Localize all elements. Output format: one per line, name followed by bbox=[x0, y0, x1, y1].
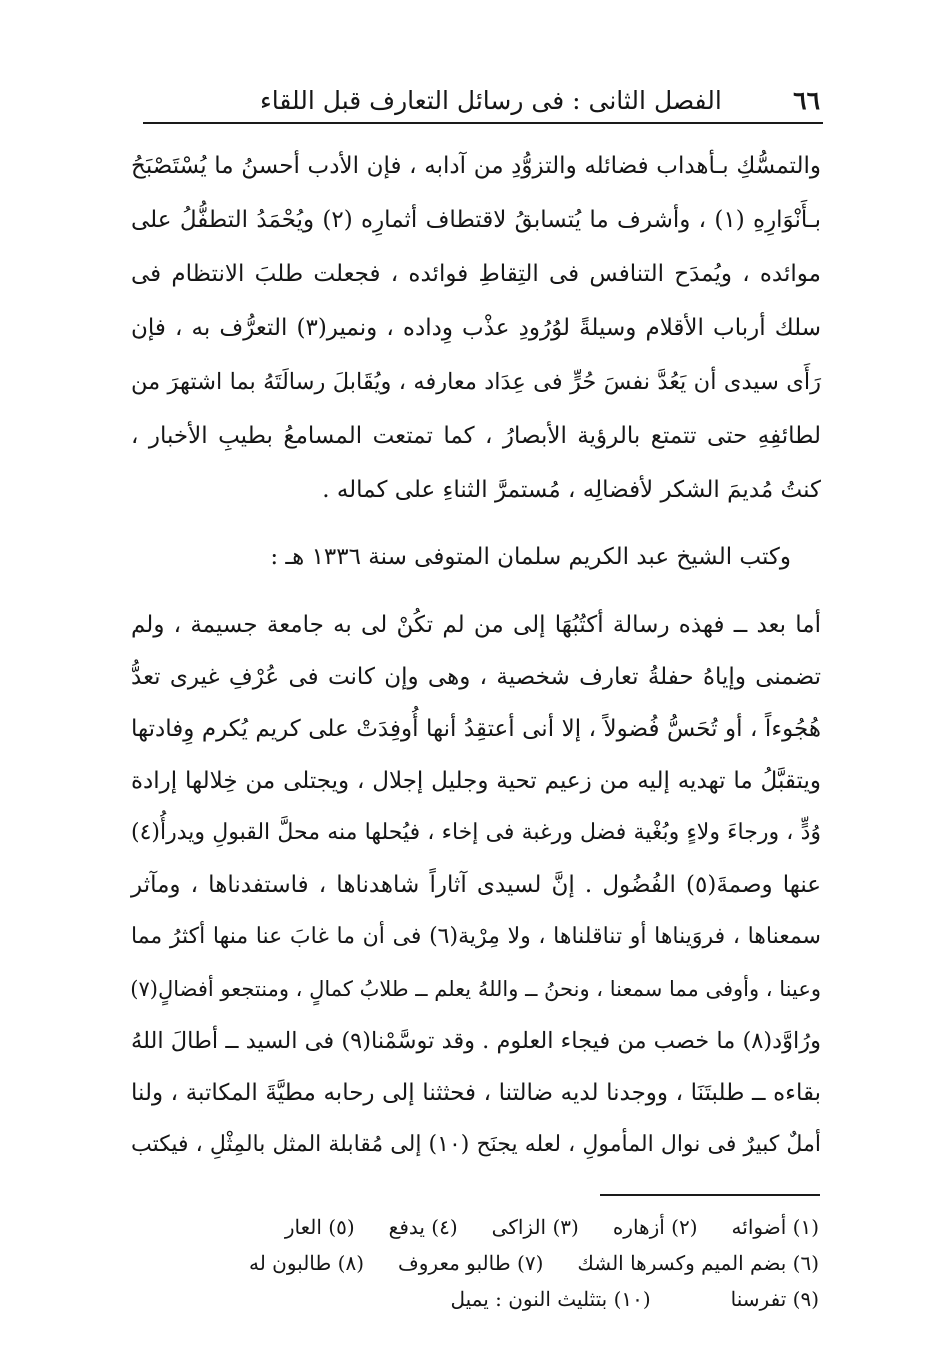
text-line: أما بعد ــ فهذه رسالة أكتُبُهَا إلى من لم تكُنْ لى به جامعة جسيمة ، ولم bbox=[131, 612, 821, 638]
text-line: سمعناها ، فروَيناها أو تناقلناها ، ولا مِرْية(٦) فى أن ما غابَ عنا منها أكثرُ مما bbox=[131, 924, 821, 949]
page-number: ٦٦ bbox=[793, 86, 820, 115]
text-line: ويتقبَّلُ ما تهديه إليه من زعيم تحية وجليل إجلال ، ويجتلى من خِلالها إرادة bbox=[131, 768, 821, 794]
footnote: (٧) طالبو معروف bbox=[398, 1251, 544, 1275]
text-line: بـأَنْوَارِهِ (١) ، وأشرف ما يُتسابقُ لاقتطاف أثمارِه (٢) ويُحْمَدُ التطفُّلُ على bbox=[131, 207, 821, 233]
text-line: لطائفِهِ حتى تتمتع بالرؤية الأبصارُ ، كما تمتعت المسامعُ بطيبِ الأخبار ، bbox=[131, 423, 821, 449]
running-header bbox=[140, 84, 820, 118]
footnote: (٦) بضم الميم وكسرها الشك bbox=[577, 1251, 819, 1275]
text-line: والتمسُّكِ بـأهداب فضائله والتزوُّدِ من آدابه ، فإن الأدب أحسنُ ما يُسْتَصْبَحُ bbox=[131, 153, 821, 179]
footnote: (١) أضوائه bbox=[731, 1215, 819, 1239]
footnote: (٥) العار bbox=[284, 1215, 355, 1239]
text-line: وُدٍّ ، ورجاءَ ولاءٍ وبُغْية فضل ورغبة فى إخاء ، فيُحلها منه محلَّ القبولِ ويدرأُ(٤) bbox=[131, 820, 821, 845]
footnote-row bbox=[285, 1212, 819, 1242]
footnote: (٩) تفرسنا bbox=[730, 1287, 819, 1311]
text-line: عنها وصمةَ(٥) الفُضُول . إنَّ لسيدى آثاراً شاهدناها ، فاستفدناها ، ومآثر bbox=[131, 872, 822, 898]
text-line: هُجُوءاً ، أو تُحَسُّ فُضولاً ، إلا أنى أعتقِدُ أنها أُوفِدَتْ على كريم يُكرم وِفادتها bbox=[131, 716, 821, 742]
header-rule bbox=[143, 122, 823, 124]
intro-line: وكتب الشيخ عبد الكريم سلمان المتوفى سنة ١٣٣٦ هـ : bbox=[270, 544, 791, 570]
text-line: كنتُ مُديمَ الشكر لأفضالِه ، مُستمرَّ الثناءِ على كماله . bbox=[322, 477, 821, 503]
text-line: سلك أرباب الأقلام وسيلةً لوُرُودِ عذْب وِداده ، ونمير(٣) التعرُّف به ، فإن bbox=[131, 315, 821, 341]
text-line: موائده ، ويُمدَح التنافس فى التِقاطِ فوائده ، فجعلت طلبَ الانتظام فى bbox=[131, 261, 821, 287]
footnote: (١٠) بتثليث النون : يميل bbox=[450, 1287, 651, 1311]
footnote: (٨) طالبون له bbox=[248, 1251, 365, 1275]
text-line: ورُاوَّد(٨) ما خصب من فيجاء العلوم . وقد توسَّمْنا(٩) فى السيد ــ أطالَ اللهُ bbox=[131, 1028, 821, 1054]
footnote-rule bbox=[600, 1194, 820, 1196]
text-line: وعينا ، وأوفى مما سمعنا ، ونحنُ ــ واللهُ يعلم ــ طلابُ كمالٍ ، ومنتجعو أفضالٍ(٧) bbox=[130, 977, 821, 1001]
text-line: تضمنى وإياهُ حفلةُ تعارف شخصية ، وهى وإن كانت فى عُرْفِ غيرى تعدُّ bbox=[131, 664, 821, 690]
footnote-row bbox=[450, 1284, 819, 1314]
chapter-title: الفصل الثانى : فى رسائل التعارف قبل اللقاء bbox=[260, 86, 722, 115]
footnote-row bbox=[249, 1248, 819, 1278]
footnote: (٣) الزاكى bbox=[491, 1215, 579, 1239]
text-line: بقاءه ــ طلبتَنَا ، ووجدنا لديه ضالتنا ، فحثثنا إلى رحابه مطيَّةَ المكاتبة ، ولنا bbox=[131, 1080, 821, 1106]
text-line: رَأَى سيدى أن يَعُدَّ نفسَ حُرٍّ فى عِدَاد معارفه ، ويُقَابلَ رسالَتَهُ بما اشتهرَ من bbox=[131, 369, 821, 395]
footnote: (٢) أزهاره bbox=[612, 1215, 698, 1239]
footnote: (٤) يدفع bbox=[388, 1215, 458, 1239]
text-line: أملٌ كبيرٌ فى نوال المأمولِ ، لعله يجنَح (١٠) إلى مُقابلة المثل بالمِثْلِ ، فيكتب bbox=[131, 1132, 821, 1157]
